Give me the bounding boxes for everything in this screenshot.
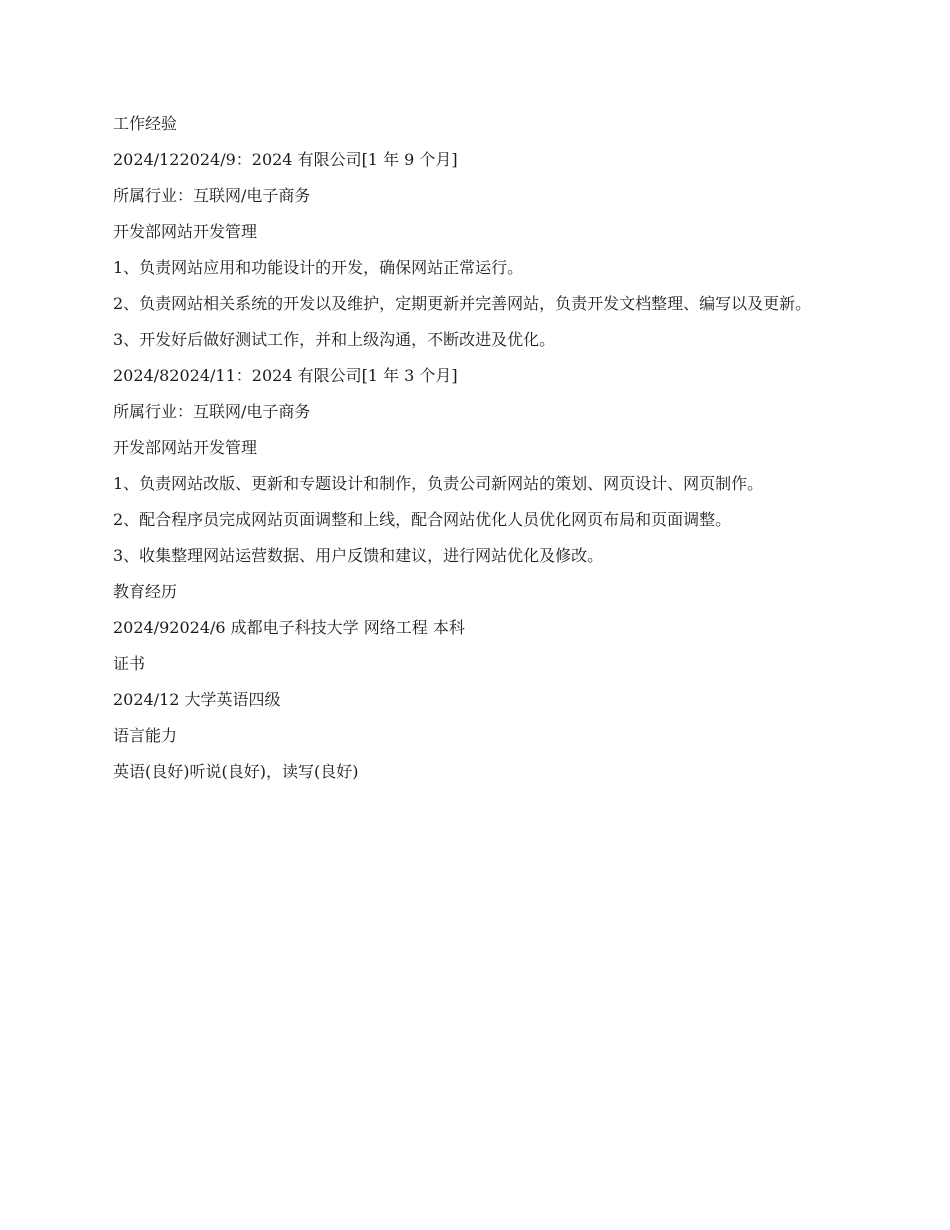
language-entry: 英语(良好)听说(良好)，读写(良好): [113, 762, 359, 781]
job1-duty-2: 2、负责网站相关系统的开发以及维护，定期更新并完善网站，负责开发文档整理、编写以及更新。: [113, 294, 812, 313]
job2-period: 2024/82024/11：2024 有限公司[1 年 3 个月]: [113, 366, 458, 385]
job1-industry: 所属行业：互联网/电子商务: [113, 186, 311, 205]
job1-department: 开发部网站开发管理: [113, 222, 258, 241]
job1-duty-3: 3、开发好后做好测试工作，并和上级沟通，不断改进及优化。: [113, 330, 556, 349]
job1-period: 2024/122024/9：2024 有限公司[1 年 9 个月]: [113, 150, 458, 169]
certificate-entry: 2024/12 大学英语四级: [113, 690, 281, 709]
resume-page: [113, 113, 837, 797]
certificate-heading: 证书: [113, 654, 146, 673]
job1-duty-1: 1、负责网站应用和功能设计的开发，确保网站正常运行。: [113, 258, 524, 277]
work-experience-heading: 工作经验: [113, 114, 178, 133]
job2-industry: 所属行业：互联网/电子商务: [113, 402, 311, 421]
job2-department: 开发部网站开发管理: [113, 438, 258, 457]
education-entry: 2024/92024/6 成都电子科技大学 网络工程 本科: [113, 618, 465, 637]
job2-duty-3: 3、收集整理网站运营数据、用户反馈和建议，进行网站优化及修改。: [113, 546, 604, 565]
language-heading: 语言能力: [113, 726, 178, 745]
education-heading: 教育经历: [113, 582, 178, 601]
job2-duty-2: 2、配合程序员完成网站页面调整和上线，配合网站优化人员优化网页布局和页面调整。: [113, 510, 732, 529]
job2-duty-1: 1、负责网站改版、更新和专题设计和制作，负责公司新网站的策划、网页设计、网页制作。: [113, 474, 764, 493]
